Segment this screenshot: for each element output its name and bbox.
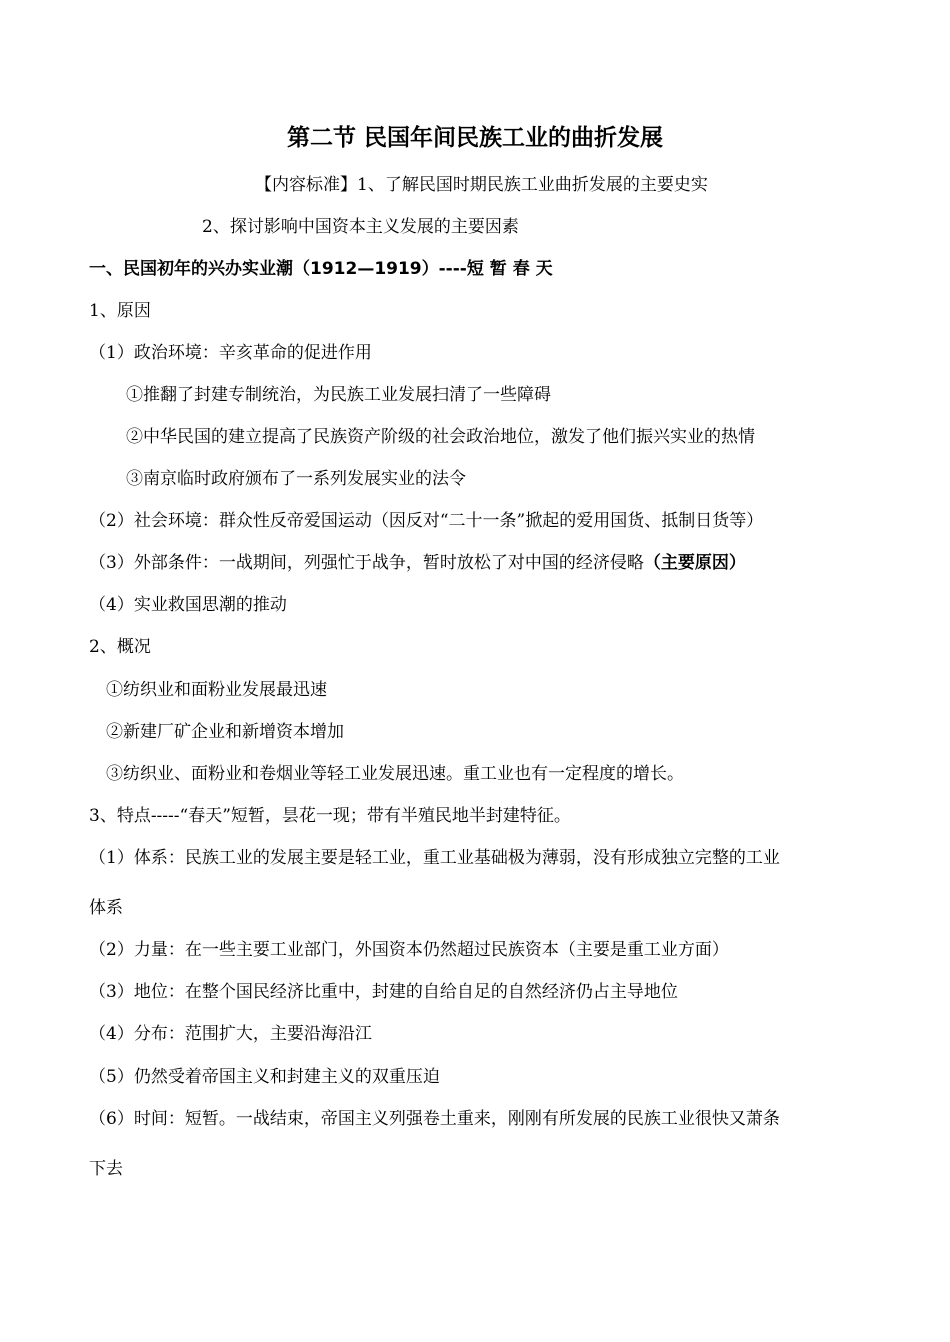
feature-system-line-1: （1）体系：民族工业的发展主要是轻工业，重工业基础极为薄弱，没有形成独立完整的工业 (89, 848, 780, 868)
cause-thought: （4）实业救国思潮的推动 (89, 595, 287, 615)
causes-heading: 1、原因 (89, 301, 151, 321)
cause-political: （1）政治环境：辛亥革命的促进作用 (89, 343, 372, 363)
political-point-2: ②中华民国的建立提高了民族资产阶级的社会政治地位，激发了他们振兴实业的热情 (126, 427, 755, 447)
page-title: 第二节 民国年间民族工业的曲折发展 (286, 125, 663, 151)
overview-point-1: ①纺织业和面粉业发展最迅速 (106, 680, 327, 700)
overview-point-2: ②新建厂矿企业和新增资本增加 (106, 722, 344, 742)
cause-external (89, 552, 746, 574)
feature-distribution: （4）分布：范围扩大，主要沿海沿江 (89, 1024, 372, 1044)
feature-oppression: （5）仍然受着帝国主义和封建主义的双重压迫 (89, 1067, 440, 1087)
section-heading-1: 一、民国初年的兴办实业潮（1912—1919）----短 暂 春 天 (89, 259, 553, 279)
overview-heading: 2、概况 (89, 637, 151, 657)
cause-social: （2）社会环境：群众性反帝爱国运动（因反对“二十一条”掀起的爱用国货、抵制日货等） (89, 511, 764, 531)
features-heading: 3、特点-----“春天”短暂，昙花一现；带有半殖民地半封建特征。 (89, 806, 571, 826)
political-point-1: ①推翻了封建专制统治，为民族工业发展扫清了一些障碍 (126, 385, 551, 405)
feature-system-line-2: 体系 (89, 898, 123, 918)
feature-time-line-1: （6）时间：短暂。一战结束，帝国主义列强卷土重来，刚刚有所发展的民族工业很快又萧条 (89, 1109, 780, 1129)
cause-external-text: （3）外部条件：一战期间，列强忙于战争，暂时放松了对中国的经济侵略 (89, 553, 644, 573)
content-standard-line-1: 【内容标准】1、了解民国时期民族工业曲折发展的主要史实 (255, 175, 708, 195)
main-reason-note: （主要原因） (643, 553, 746, 573)
feature-time-line-2: 下去 (89, 1159, 123, 1179)
feature-status: （3）地位：在整个国民经济比重中，封建的自给自足的自然经济仍占主导地位 (89, 982, 678, 1002)
content-standard-line-2: 2、探讨影响中国资本主义发展的主要因素 (202, 217, 519, 237)
feature-strength: （2）力量：在一些主要工业部门，外国资本仍然超过民族资本（主要是重工业方面） (89, 940, 729, 960)
political-point-3: ③南京临时政府颁布了一系列发展实业的法令 (126, 469, 466, 489)
overview-point-3: ③纺织业、面粉业和卷烟业等轻工业发展迅速。重工业也有一定程度的增长。 (106, 764, 684, 784)
